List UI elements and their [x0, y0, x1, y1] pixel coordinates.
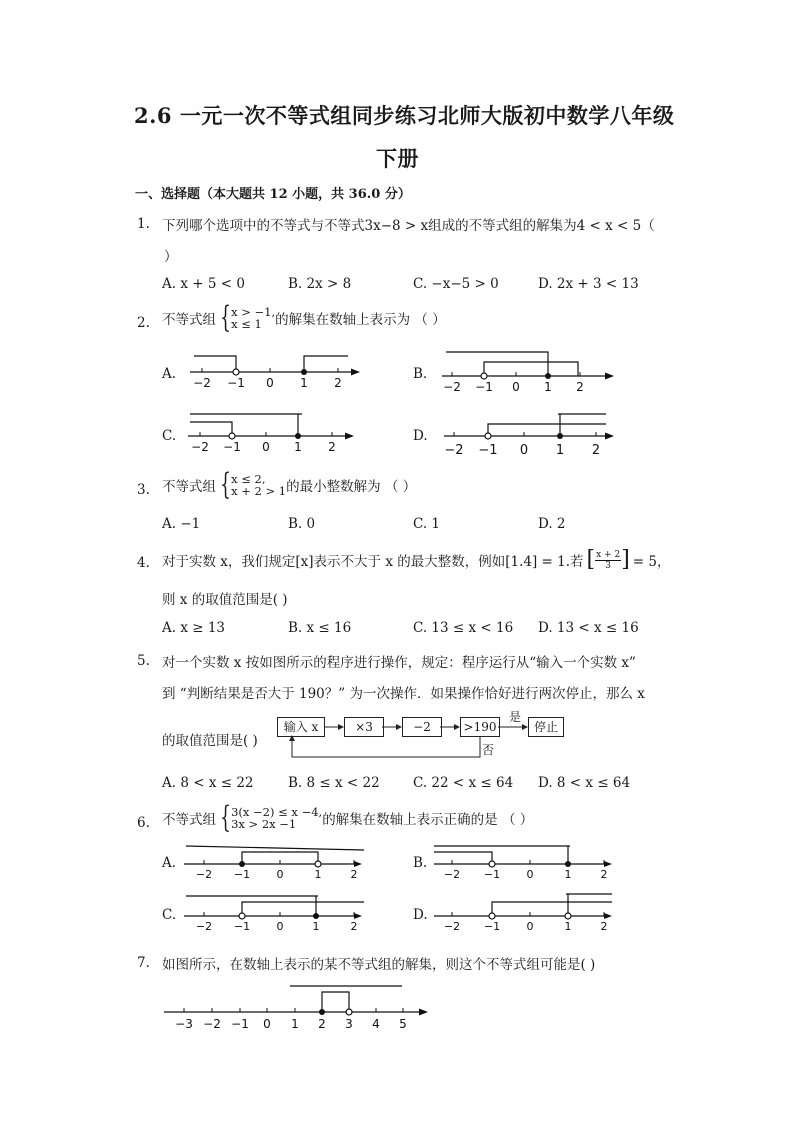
svg-text:2: 2 [591, 443, 601, 458]
q1-number: 1. [137, 216, 150, 232]
q2-option-c-number-line [184, 408, 364, 456]
svg-text:−2: −2 [443, 920, 461, 932]
svg-text:1: 1 [564, 920, 572, 932]
svg-text:2: 2 [600, 920, 608, 932]
q2-number: 2. [137, 315, 150, 331]
q6-option-a[interactable]: A. [162, 855, 177, 871]
q6-option-a-number-line [180, 840, 370, 882]
q2-option-d[interactable]: D. [413, 428, 428, 444]
svg-text:1: 1 [544, 380, 552, 394]
svg-text:−1: −1 [478, 443, 498, 458]
svg-text:0: 0 [276, 868, 284, 881]
svg-text:−1: −1 [233, 868, 251, 881]
q7-text: 如图所示，在数轴上表示的某不等式组的解集，则这个不等式组可能是( ) [162, 957, 596, 973]
q1-option-a[interactable]: A. x + 5 < 0 [162, 276, 245, 292]
svg-text:−1: −1 [233, 920, 251, 932]
q5-option-d[interactable]: D. 8 < x ≤ 64 [538, 775, 631, 791]
q7-number-line [160, 980, 435, 1032]
flowchart-stop-box: 停止 [528, 717, 564, 737]
svg-text:−1: −1 [227, 376, 245, 390]
q3-row2: x + 2 > 1 [231, 484, 287, 498]
q2-option-a-number-line [186, 350, 366, 392]
svg-text:2: 2 [334, 376, 342, 390]
q6-suffix: 的解集在数轴上表示正确的是 （ ） [322, 812, 534, 828]
q1-text-end: ） [164, 249, 178, 265]
q3-option-b[interactable]: B. 0 [288, 516, 316, 532]
svg-text:−2: −2 [195, 868, 213, 881]
svg-text:1: 1 [564, 868, 572, 881]
svg-text:1: 1 [294, 440, 302, 454]
svg-text:0: 0 [266, 376, 274, 390]
brace-icon: { [220, 300, 231, 335]
flowchart-subtract-box: −2 [402, 717, 442, 737]
svg-text:0: 0 [526, 920, 534, 932]
q2-option-c[interactable]: C. [162, 428, 177, 444]
svg-text:0: 0 [526, 868, 534, 881]
q4-floor-fraction: [ $\frac{x + 2}{3}$ ] [586, 547, 630, 572]
q6-option-c-number-line [180, 890, 370, 932]
q1-option-c[interactable]: C. −x−5 > 0 [413, 276, 499, 292]
q6-option-d-number-line [430, 890, 620, 932]
q2-row1: x > −1, [231, 305, 276, 319]
svg-text:0: 0 [512, 380, 520, 394]
svg-text:0: 0 [519, 443, 529, 458]
q4-number: 4. [137, 555, 150, 571]
q3-row1: x ≤ 2, [231, 472, 266, 486]
svg-text:−1: −1 [475, 380, 493, 394]
q6-option-b-number-line [430, 840, 620, 882]
q5-number: 5. [137, 653, 150, 669]
q1-option-b[interactable]: B. 2x > 8 [288, 276, 352, 292]
page-title: 2.6 一元一次不等式组同步练习北师大版初中数学八年级 [134, 103, 675, 128]
q3-number: 3. [137, 482, 150, 498]
q3-suffix: 的最小整数解为 （ ） [286, 479, 417, 495]
q4-option-b[interactable]: B. x ≤ 16 [288, 620, 352, 636]
q1-text: 下列哪个选项中的不等式与不等式3x−8 > x组成的不等式组的解集为4 < x < 5（ [162, 218, 655, 234]
svg-text:−2: −2 [444, 443, 464, 458]
q3-option-c[interactable]: C. 1 [413, 516, 441, 532]
q5-text-line2: 到 “判断结果是否大于 190？” 为一次操作．如果操作恰好进行两次停止，那么 x [162, 686, 645, 702]
q4-text-end: = 5， [632, 554, 671, 570]
q4-text [162, 549, 671, 571]
flowchart-compare-box: >190 [460, 717, 500, 737]
q4-frac-num: x + 2 [596, 549, 621, 560]
flowchart-yes-label: 是 [509, 710, 522, 724]
svg-text:1: 1 [555, 443, 565, 458]
flowchart-input-box: 输入 x [277, 717, 325, 737]
svg-text:2: 2 [576, 380, 584, 394]
q6-row2: 3x > 2x −1 [231, 817, 297, 831]
svg-text:2: 2 [350, 920, 358, 932]
q3-option-a[interactable]: A. −1 [162, 516, 201, 532]
q3-prefix: 不等式组 [162, 479, 216, 495]
q4-frac-den: 3 [605, 560, 612, 571]
q2-row2: x ≤ 1 [231, 317, 262, 331]
svg-text:3: 3 [345, 1017, 353, 1031]
q5-text: 对一个实数 x 按如图所示的程序进行操作，规定：程序运行从“输入一个实数 x” [162, 655, 636, 671]
q2-option-d-number-line [438, 410, 620, 460]
svg-text:−1: −1 [231, 1017, 249, 1031]
q5-text-line3: 的取值范围是( ) [162, 733, 258, 749]
q4-text-line2: 则 x 的取值范围是( ) [162, 592, 288, 608]
svg-text:−2: −2 [203, 1017, 221, 1031]
q7-number: 7. [137, 955, 150, 971]
q2-option-a[interactable]: A. [162, 366, 177, 382]
q2-option-b[interactable]: B. [413, 366, 428, 382]
q5-option-c[interactable]: C. 22 < x ≤ 64 [413, 775, 514, 791]
svg-text:−2: −2 [443, 380, 461, 394]
svg-text:2: 2 [600, 868, 608, 881]
svg-text:−2: −2 [443, 868, 461, 881]
svg-text:2: 2 [328, 440, 336, 454]
svg-text:1: 1 [300, 376, 308, 390]
svg-text:−2: −2 [191, 440, 209, 454]
svg-text:−1: −1 [483, 868, 501, 881]
svg-text:−1: −1 [483, 920, 501, 932]
q4-option-a[interactable]: A. x ≥ 13 [162, 620, 226, 636]
svg-text:2: 2 [318, 1017, 326, 1031]
svg-text:−3: −3 [175, 1017, 193, 1031]
q3-inequality-system [162, 467, 417, 502]
q6-row1: 3(x −2) ≤ x −4, [231, 805, 323, 819]
svg-text:1: 1 [312, 920, 320, 932]
flowchart-multiply-box: ×3 [344, 717, 384, 737]
q6-option-c[interactable]: C. [162, 907, 177, 923]
svg-text:0: 0 [263, 1017, 271, 1031]
brace-icon: { [220, 800, 231, 835]
flowchart-no-label: 否 [482, 743, 495, 757]
svg-text:0: 0 [262, 440, 270, 454]
q5-option-a[interactable]: A. 8 < x ≤ 22 [162, 775, 254, 791]
svg-text:4: 4 [372, 1017, 380, 1031]
q5-option-b[interactable]: B. 8 ≤ x < 22 [288, 775, 380, 791]
svg-text:1: 1 [314, 868, 322, 881]
q2-suffix: 的解集在数轴上表示为 （ ） [275, 312, 446, 328]
q4-text-main: 对于实数 x，我们规定[x]表示不大于 x 的最大整数，例如[1.4] = 1.若 [162, 554, 584, 570]
svg-text:5: 5 [399, 1017, 407, 1031]
q4-option-c[interactable]: C. 13 ≤ x < 16 [413, 620, 514, 636]
svg-text:−1: −1 [223, 440, 241, 454]
svg-text:2: 2 [350, 868, 358, 881]
q2-prefix: 不等式组 [162, 312, 216, 328]
svg-text:−2: −2 [195, 920, 213, 932]
svg-text:0: 0 [276, 920, 284, 932]
q6-prefix: 不等式组 [162, 812, 216, 828]
q4-option-d[interactable]: D. 13 < x ≤ 16 [538, 620, 639, 636]
q6-inequality-system [162, 800, 534, 835]
svg-text:−2: −2 [193, 376, 211, 390]
q2-inequality-system [162, 300, 446, 335]
q6-number: 6. [137, 815, 150, 831]
q1-option-d[interactable]: D. 2x + 3 < 13 [538, 276, 639, 292]
q2-option-b-number-line [438, 348, 618, 396]
page-title-line2: 下册 [376, 146, 419, 171]
q6-option-d[interactable]: D. [413, 907, 428, 923]
q6-option-b[interactable]: B. [413, 855, 428, 871]
q3-option-d[interactable]: D. 2 [538, 516, 566, 532]
section-header: 一、选择题（本大题共 12 小题，共 36.0 分） [135, 187, 411, 202]
svg-text:1: 1 [291, 1017, 299, 1031]
brace-icon: { [220, 467, 231, 502]
